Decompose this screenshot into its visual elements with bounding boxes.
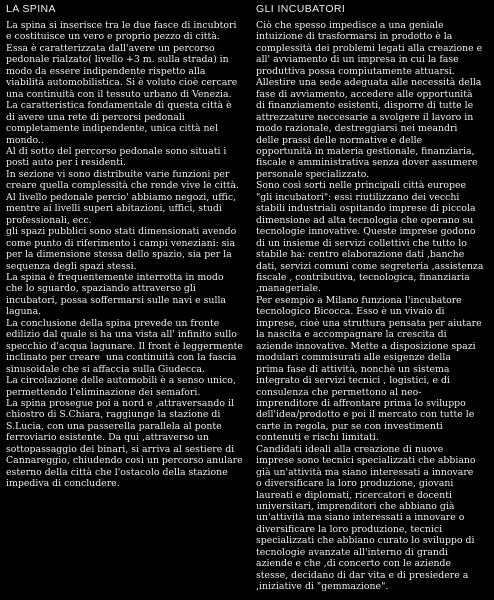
text-line: di finanziamento esistenti, disporre di tutte le (256, 100, 474, 112)
text-line: sequenza degli spazi stessi. (6, 260, 137, 272)
text-line: integrato di servizi tecnici , logistici, e di (256, 375, 450, 387)
text-line: La caratteristica fondamentale di questa città è (6, 100, 232, 112)
text-line: opportunità in materia gestionale, finanziaria, (256, 145, 475, 157)
text-line: permettendo l'eliminazione dei semafori. (6, 386, 201, 398)
text-line: diversificare la loro produzione, tecnici (256, 523, 443, 535)
text-line: dell'idea/prodotto e poi il mercato con tutte le (256, 409, 475, 421)
text-line: prima fase di attività, nonchè un sistema (256, 363, 450, 375)
text-line: ,manageriale. (256, 283, 322, 295)
text-line: Al di sotto del percorso pedonale sono situati i (6, 145, 227, 157)
text-line: personale specializzato. (256, 168, 370, 180)
text-line: fiscale e amministrativa senza dover assumere (256, 157, 478, 169)
text-line: delle prassi delle normative e delle (256, 134, 423, 146)
text-line: edilizio dal quale si ha una vista all' infinito sullo (6, 329, 237, 341)
text-line: che lo sguardo, spaziando attraverso gli (6, 283, 196, 295)
text-line: Essa è caratterizzata dall'avere un percorso (6, 42, 215, 54)
text-line: Ciò che spesso impedisce a una geniale (256, 20, 444, 31)
text-line: laguna. (6, 306, 42, 318)
text-line: sottopassaggio dei binari, si arriva al sestiere di (6, 443, 235, 455)
text-line: o diversificare la loro produzione, giovani (256, 478, 454, 490)
text-line: contenuti e rischi limitati. (256, 432, 379, 444)
text-line: La circolazione delle automobili è a senso unico, (6, 375, 236, 387)
text-line: carte in regola, pur se con investimenti (256, 420, 443, 432)
section-title-la-spina: LA SPINA (6, 3, 56, 15)
text-line: intuizione di trasformarsi in prodotto è la (256, 31, 453, 43)
text-line: modo razionale, destreggiarsi nei meandri (256, 123, 458, 135)
text-line: In sezione vi sono distribuite varie funzioni per (6, 168, 230, 180)
text-line: tecnologie avanzate all'interno di grandi (256, 546, 448, 558)
text-line: S.Lucia, con una passerella parallela al ponte (6, 420, 222, 432)
text-line: laureati e diplomati, ricercatori e docenti (256, 489, 452, 501)
text-line: chiostro di S.Chiara, raggiunge la stazione di (6, 409, 221, 421)
text-line: Al livello pedonale percio' abbiamo negozi, uffic, (6, 191, 237, 203)
text-line: mentre ai livelli superi abitazioni, uffici, studi (6, 203, 222, 215)
text-line: fase di avviamento, accedere alle opportunità (256, 88, 473, 100)
text-line: attrezzature neccesarie a svolgere il lavoro in (256, 111, 474, 123)
text-line: Cannareggio, chiudendo così un percorso anulare (6, 455, 243, 467)
text-line: di avere una rete di percorsi pedonali (6, 111, 185, 123)
text-line: la nascita e accompagnare la crescita di (256, 329, 447, 341)
text-line: un'attività ma siano interessati a innovare o (256, 512, 465, 524)
text-line: La spina è frequentemente interrotta in modo (6, 271, 224, 283)
text-line: ,iniziative di "gemmazione". (256, 581, 389, 593)
text-line: posti auto per i residenti. (6, 157, 126, 169)
text-line: imprese sono tecnici specializzati che abbiano (256, 455, 476, 467)
left-column (6, 3, 243, 490)
text-line: fiscale , contributiva, tecnologica, finanziaria (256, 271, 470, 283)
text-line: consulenza che permettono al neo- (256, 386, 422, 398)
text-line: completamente indipendente, unica città nel (6, 123, 219, 135)
text-line: aziende e che ,di concerto con le aziende (256, 558, 452, 570)
text-line: Per esempio a Milano funziona l'incubatore (256, 294, 462, 306)
text-line: imprenditore di affrontare prima lo sviluppo (256, 397, 466, 409)
text-line: creare quella complessità che rende vive le città. (6, 180, 239, 192)
text-line: specchio d'acqua lagunare. Il front è leggermente (6, 340, 243, 352)
text-line: all' avviamento di un impresa in cui la fase (256, 54, 459, 66)
text-line: Allestire una sede adeguata alle necessità della (256, 77, 482, 89)
text-line: Candidati ideali alla creazione di nuove (256, 443, 444, 455)
text-line: dimensione ad alta tecnologia che operano su (256, 214, 474, 226)
text-line: universitari, imprenditori che abbiano già (256, 501, 455, 513)
text-line: La conclusione della spina prevede un fronte (6, 317, 220, 329)
text-line: incubatori, possa soffermarsi sulle navi e sulla (6, 294, 227, 306)
right-column (256, 4, 492, 593)
text-line: stabili industriali ospitando imprese di piccola (256, 203, 476, 215)
text-line: viabilità automobilistica. Si è voluto cioè cercare (6, 77, 238, 89)
text-line: una continuità con il tessuto urbano di Venezia. (6, 88, 232, 100)
text-line: ferroviario esistente. Da qui ,attraverso un (6, 432, 209, 444)
text-line: specializzati che abbiano curato lo sviluppo di (256, 535, 475, 547)
section-body-la-spina (6, 20, 243, 490)
section-body-gli-incubatori (256, 20, 492, 593)
text-line: stabile ha: centro elaborazione dati ,banche (256, 249, 465, 261)
text-line: esterno della città che l'ostacolo della stazione (6, 466, 228, 478)
text-line: gli spazi pubblici sono stati dimensionati avendo (6, 226, 237, 238)
text-line: impediva di concludere. (6, 478, 120, 490)
text-line: Sono così sorti nelle principali città europee (256, 180, 467, 192)
text-line: già un'attività ma siano interessati a innovare (256, 466, 474, 478)
text-line: complessità dei problemi legati alla creazione e (256, 42, 483, 54)
text-line: stesse, decidano di dar vita e di presiedere a (256, 569, 469, 581)
text-line: produttiva possa compiutamente attuarsi. (256, 65, 455, 77)
section-title-gli-incubatori: GLI INCUBATORI (256, 3, 346, 15)
text-line: aziende innovative. Mette a disposizione spazi (256, 340, 476, 352)
text-line: "gli incubatori": essi riutilizzano dei vecchi (256, 191, 460, 203)
text-line: per la dimensione stessa dello spazio, sia per la (6, 249, 232, 261)
text-line: sinusoidale che si affaccia sulla Giudecca. (6, 363, 205, 375)
text-line: di un insieme di servizi collettivi che tutto lo (256, 237, 467, 249)
text-line: professionali, ecc. (6, 214, 92, 226)
text-line: La spina prosegue poi a nord e ,attraversando il (6, 397, 234, 409)
text-line: imprese, cioè una struttura pensata per aiutare (256, 317, 482, 329)
text-line: e costituisce un vero e proprio pezzo di città. (6, 31, 220, 43)
text-line: modulari commisurati alle esigenze della (256, 352, 451, 364)
text-line: tecnologie innovative. Queste imprese godono (256, 226, 476, 238)
text-line: dati, servizi comuni come segreteria ,assistenza (256, 260, 484, 272)
text-line: La spina si inserisce tra le due fasce di incubtori (6, 20, 237, 31)
text-line: inclinato per creare una continuità con la fascia (6, 352, 237, 364)
text-line: mondo.. (6, 134, 44, 146)
text-line: tecnologico Bicocca. Esso è un vivaio di (256, 306, 445, 318)
text-line: pedonale rialzato( livello +3 m. sulla strada) in (6, 54, 229, 66)
text-line: modo da essere indipendente rispetto alla (6, 65, 206, 77)
text-line: come punto di riferimento i campi veneziani: sia (6, 237, 236, 249)
